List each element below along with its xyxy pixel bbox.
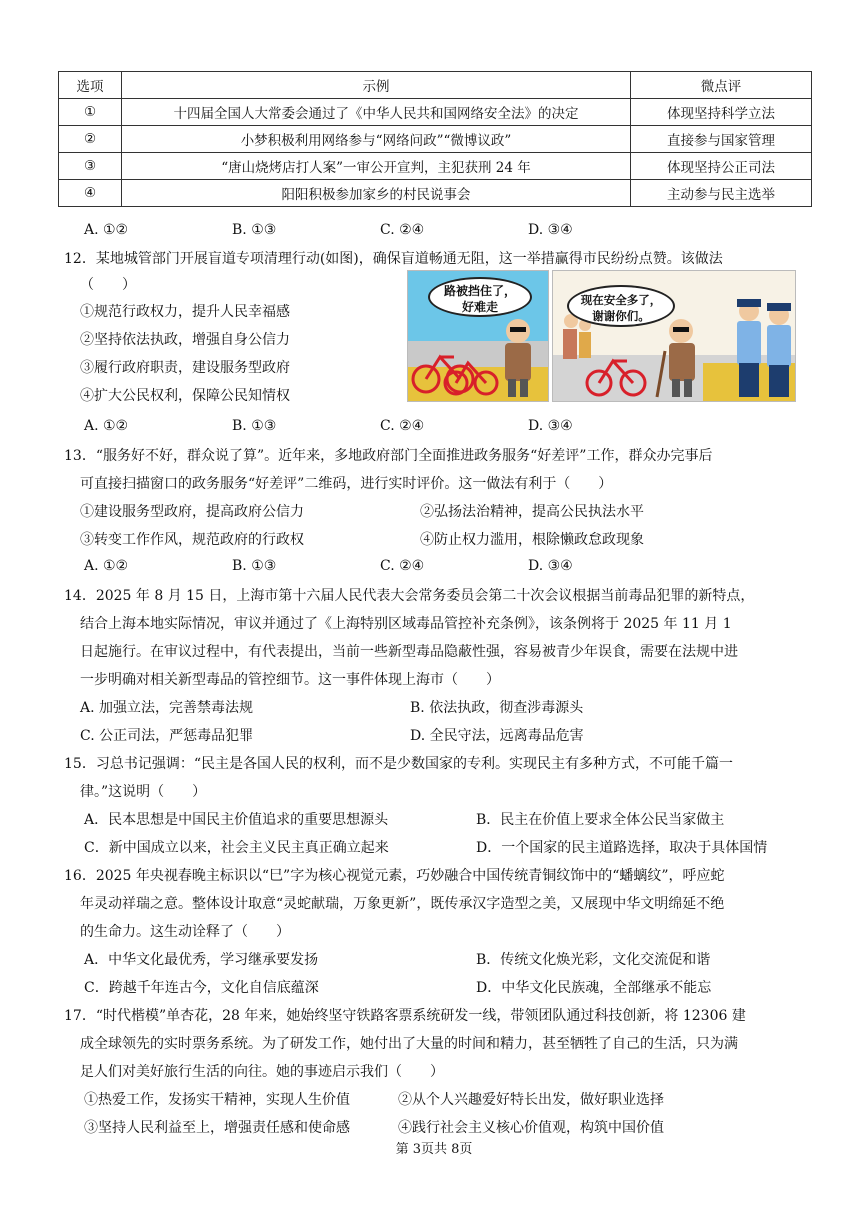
q12-stem: 12．某地城管部门开展盲道专项清理行动(如图)，确保盲道畅通无阻，这一举措赢得市民纷纷点赞。该做法 xyxy=(64,251,723,267)
q15-line-2: 律。”这说明（ ） xyxy=(80,784,207,800)
table-header: 示例 xyxy=(122,72,631,99)
bubble-text: 好难走 xyxy=(461,300,498,314)
speech-bubble-blocked xyxy=(428,277,532,317)
table-cell: ④ xyxy=(59,180,122,207)
choice-a[interactable]: A. ①② xyxy=(84,222,129,238)
q16-option-d[interactable]: D．中华文化民族魂，全部继承不能忘 xyxy=(476,980,712,996)
q17-option-1: ①热爱工作，发扬实干精神，实现人生价值 xyxy=(84,1092,350,1108)
q17-line-3: 足人们对美好旅行生活的向往。她的事迹启示我们（ ） xyxy=(80,1064,444,1080)
q12-option-3: ③履行政府职责，建设服务型政府 xyxy=(80,360,290,376)
q16-option-b[interactable]: B．传统文化焕光彩，文化交流促和谐 xyxy=(476,952,711,968)
choice-a[interactable]: A. ①② xyxy=(84,558,129,574)
q13-stem: 13．“服务好不好，群众说了算”。近年来，多地政府部门全面推进政务服务“好差评”工作，群众办完事后 xyxy=(64,448,713,464)
table-row xyxy=(59,180,812,207)
table-cell: ③ xyxy=(59,153,122,180)
choice-c[interactable]: C. ②④ xyxy=(380,558,425,574)
table-cell: 主动参与民主选举 xyxy=(631,180,812,207)
choice-d[interactable]: D. ③④ xyxy=(528,418,573,434)
q14-option-c[interactable]: C. 公正司法，严惩毒品犯罪 xyxy=(80,728,254,744)
q12-option-1: ①规范行政权力，提升人民幸福感 xyxy=(80,304,290,320)
bubble-text: 现在安全多了， xyxy=(580,293,662,307)
choice-c[interactable]: C. ②④ xyxy=(380,418,425,434)
choice-b[interactable]: B. ①③ xyxy=(232,418,277,434)
q13-option-4: ④防止权力滥用，根除懒政怠政现象 xyxy=(420,532,644,548)
q15-option-d[interactable]: D．一个国家的民主道路选择，取决于具体国情 xyxy=(476,840,768,856)
q17-option-3: ③坚持人民利益至上，增强责任感和使命感 xyxy=(84,1120,350,1136)
q14-line-2: 结合上海本地实际情况，审议并通过了《上海特别区域毒品管控补充条例》，该条例将于 2025 年 11 月 1 xyxy=(80,616,732,632)
speech-bubble-safe xyxy=(567,285,675,327)
q16-line-3: 的生命力。这生动诠释了（ ） xyxy=(80,924,290,940)
cartoon-panel-safe xyxy=(552,270,796,402)
q12-option-4: ④扩大公民权利，保障公民知情权 xyxy=(80,388,290,404)
table-cell: “唐山烧烤店打人案”一审公开宣判，主犯获刑 24 年 xyxy=(122,153,631,180)
q14-line-1: 14．2025 年 8 月 15 日，上海市第十六届人民代表大会常务委员会第二十次会议根据当前毒品犯罪的新特点， xyxy=(64,588,755,604)
choice-d[interactable]: D. ③④ xyxy=(528,558,573,574)
table-cell: ② xyxy=(59,126,122,153)
q17-line-2: 成全球领先的实时票务系统。为了研发工作，她付出了大量的时间和精力，甚至牺牲了自己的生活，只为满 xyxy=(80,1036,738,1052)
q14-line-4: 一步明确对相关新型毒品的管控细节。这一事件体现上海市（ ） xyxy=(80,672,500,688)
q11-choices xyxy=(84,222,676,238)
bubble-text: 路被挡住了， xyxy=(443,284,516,298)
table-cell: 体现坚持公正司法 xyxy=(631,153,812,180)
q14-option-b[interactable]: B. 依法执政，彻查涉毒源头 xyxy=(410,700,584,716)
q14-line-3: 日起施行。在审议过程中，有代表提出，当前一些新型毒品隐蔽性强，容易被青少年误食，需要在法规中进 xyxy=(80,644,738,660)
q13-option-1: ①建设服务型政府，提高政府公信力 xyxy=(80,504,304,520)
page-footer: 第 3页共 8页 xyxy=(395,1142,473,1157)
table-cell: 阳阳积极参加家乡的村民说事会 xyxy=(122,180,631,207)
q12-stem-blank: （ ） xyxy=(80,277,136,293)
q16-line-2: 年灵动祥瑞之意。整体设计取意“灵蛇献瑞，万象更新”，既传承汉字造型之美，又展现中华文明绵延不绝 xyxy=(80,896,725,912)
choice-b[interactable]: B. ①③ xyxy=(232,222,277,238)
table-header-row xyxy=(59,72,812,99)
q17-option-2: ②从个人兴趣爱好特长出发，做好职业选择 xyxy=(398,1092,664,1108)
q16-option-c[interactable]: C．跨越千年连古今，文化自信底蕴深 xyxy=(84,980,319,996)
table-cell: 十四届全国人大常委会通过了《中华人民共和国网络安全法》的决定 xyxy=(122,99,631,126)
q16-line-1: 16．2025 年央视春晚主标识以“巳”字为核心视觉元素，巧妙融合中国传统青铜纹饰中的“蟠螭纹”，呼应蛇 xyxy=(64,868,725,884)
options-table xyxy=(58,71,812,207)
table-row xyxy=(59,99,812,126)
q14-option-d[interactable]: D. 全民守法，远离毒品危害 xyxy=(410,728,584,744)
q13-stem-2: 可直接扫描窗口的政务服务“好差评”二维码，进行实时评价。这一做法有利于（ ） xyxy=(80,476,613,492)
choice-b[interactable]: B. ①③ xyxy=(232,558,277,574)
q15-option-b[interactable]: B．民主在价值上要求全体公民当家做主 xyxy=(476,812,725,828)
q13-option-2: ②弘扬法治精神，提高公民执法水平 xyxy=(420,504,644,520)
table-row xyxy=(59,126,812,153)
table-cell: 体现坚持科学立法 xyxy=(631,99,812,126)
table-header: 选项 xyxy=(59,72,122,99)
q17-line-1: 17．“时代楷模”单杏花，28 年来，她始终坚守铁路客票系统研发一线，带领团队通过科技创新，将 12306 建 xyxy=(64,1008,746,1024)
choice-c[interactable]: C. ②④ xyxy=(380,222,425,238)
table-row xyxy=(59,153,812,180)
table-cell: 小梦积极利用网络参与“网络问政”“微博议政” xyxy=(122,126,631,153)
q15-option-c[interactable]: C．新中国成立以来，社会主义民主真正确立起来 xyxy=(84,840,389,856)
q17-option-4: ④践行社会主义核心价值观，构筑中国价值 xyxy=(398,1120,664,1136)
choice-d[interactable]: D. ③④ xyxy=(528,222,573,238)
q12-option-2: ②坚持依法执政，增强自身公信力 xyxy=(80,332,290,348)
cartoon-panel-blocked xyxy=(407,270,549,402)
q13-choices xyxy=(84,558,676,574)
q12-choices xyxy=(84,418,676,434)
q13-option-3: ③转变工作作风，规范政府的行政权 xyxy=(80,532,304,548)
bubble-text: 谢谢你们。 xyxy=(592,309,650,323)
choice-a[interactable]: A. ①② xyxy=(84,418,129,434)
q16-option-a[interactable]: A．中华文化最优秀，学习继承要发扬 xyxy=(84,952,319,968)
table-cell: ① xyxy=(59,99,122,126)
table-header: 微点评 xyxy=(631,72,812,99)
q15-line-1: 15．习总书记强调：“民主是各国人民的权利，而不是少数国家的专利。实现民主有多种方式，不可能千篇一 xyxy=(64,756,733,772)
q15-option-a[interactable]: A．民本思想是中国民主价值追求的重要思想源头 xyxy=(84,812,389,828)
table-cell: 直接参与国家管理 xyxy=(631,126,812,153)
q14-option-a[interactable]: A. 加强立法，完善禁毒法规 xyxy=(80,700,254,716)
